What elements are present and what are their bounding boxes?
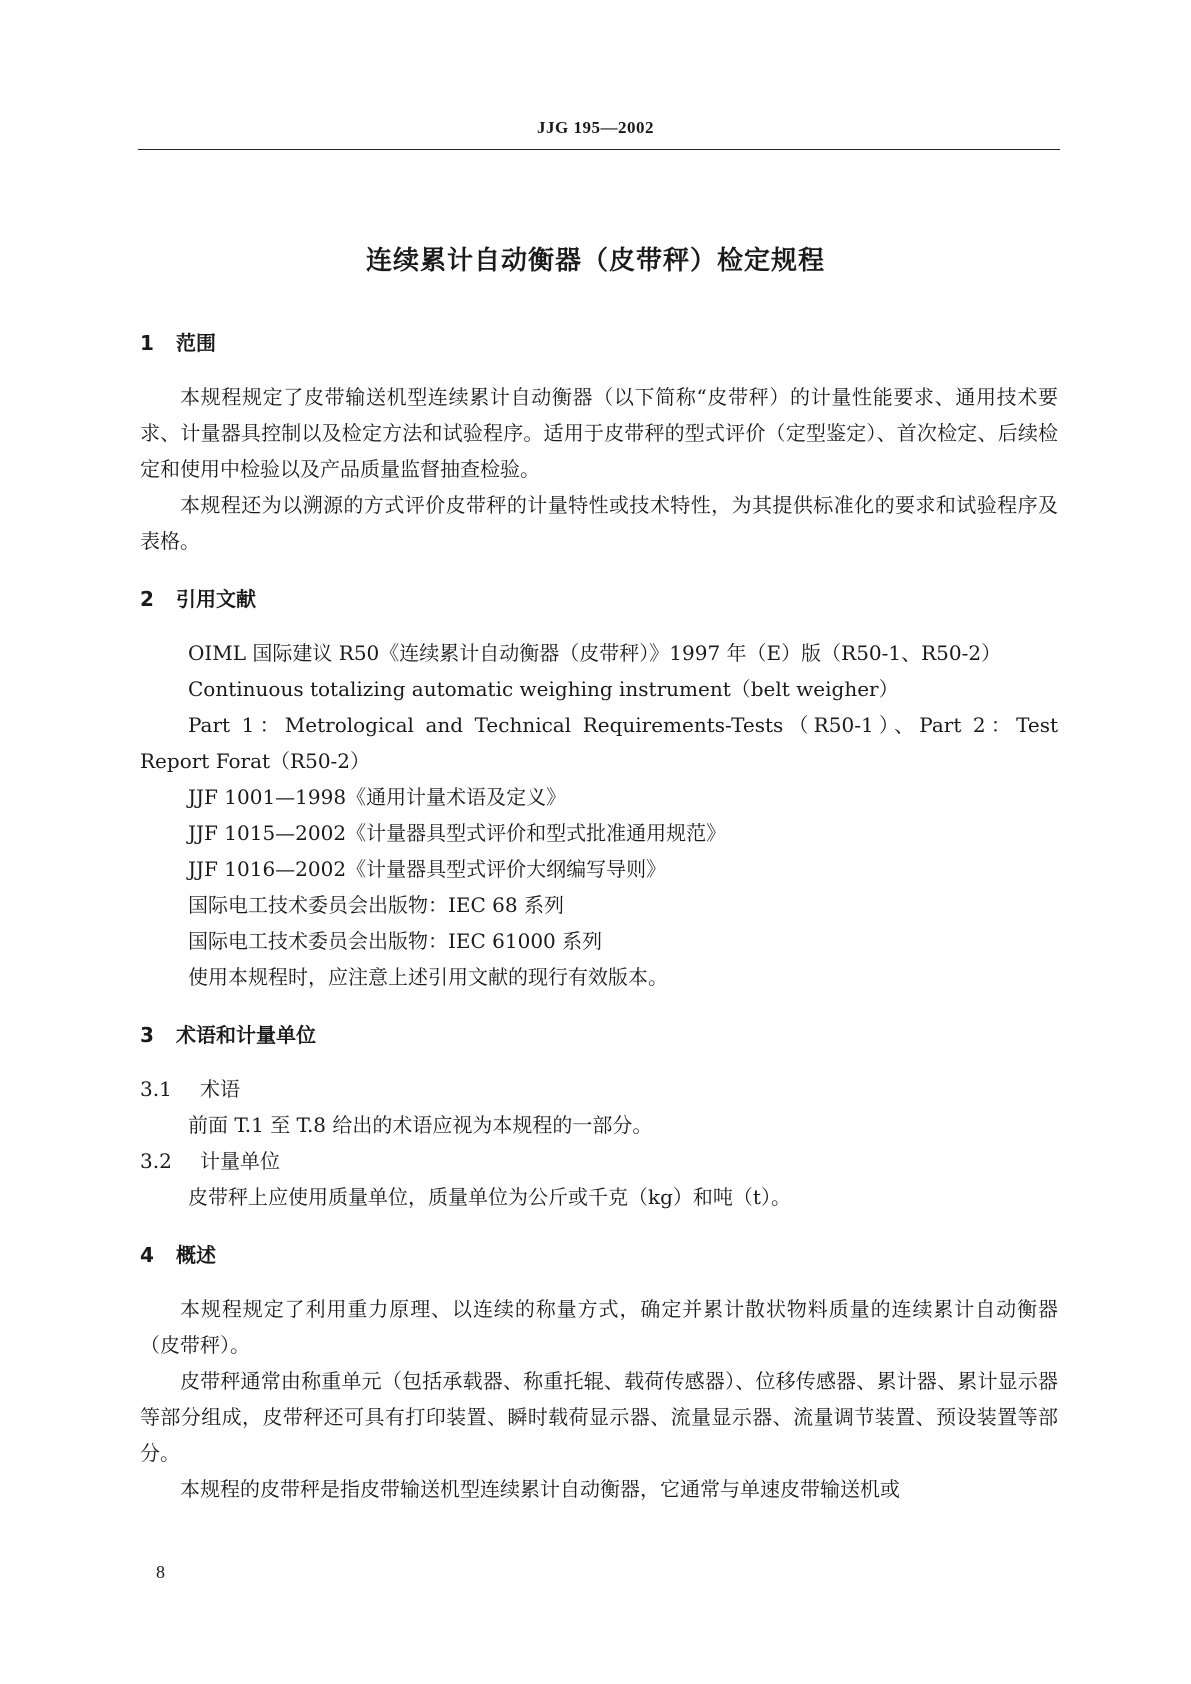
reference-item: 国际电工技术委员会出版物：IEC 68 系列	[188, 893, 564, 917]
section-heading-references	[140, 581, 1058, 617]
subsection-title: 术语	[200, 1077, 240, 1101]
subsection-heading-units	[140, 1143, 1058, 1179]
section-heading-overview	[140, 1237, 1058, 1273]
reference-item: Part 1：Metrological and Technical Requirements-Tests（R50-1）、Part 2：Test Report Forat（R50-2）	[140, 713, 1058, 773]
subsection-heading-terms	[140, 1071, 1058, 1107]
paragraph: 本规程规定了皮带输送机型连续累计自动衡器（以下简称“皮带秤）的计量性能要求、通用技术要求、计量器具控制以及检定方法和试验程序。适用于皮带秤的型式评价（定型鉴定）、首次检定、后续检定和使用中检验以及产品质量监督抽查检验。	[140, 385, 1058, 481]
section-title: 引用文献	[176, 587, 256, 611]
subsection-title: 计量单位	[200, 1149, 280, 1173]
section-heading-scope	[140, 325, 1058, 361]
page-number: 8	[156, 1562, 165, 1582]
reference-item: JJF 1001—1998《通用计量术语及定义》	[188, 785, 567, 809]
subsection-number: 3.1	[140, 1077, 172, 1101]
reference-item: OIML 国际建议 R50《连续累计自动衡器（皮带秤）》1997 年（E）版（R50-1、R50-2）	[188, 641, 1002, 665]
subsection-text: 皮带秤上应使用质量单位，质量单位为公斤或千克（kg）和吨（t）。	[188, 1185, 791, 1209]
paragraph: 本规程还为以溯源的方式评价皮带秤的计量特性或技术特性，为其提供标准化的要求和试验程序及表格。	[140, 493, 1058, 553]
document-title: 连续累计自动衡器（皮带秤）检定规程	[365, 246, 825, 276]
reference-item: JJF 1016—2002《计量器具型式评价大纲编写导则》	[188, 857, 667, 881]
section-number: 1	[140, 331, 154, 355]
section-number: 3	[140, 1023, 154, 1047]
document-body	[140, 325, 1058, 1507]
reference-note: 使用本规程时，应注意上述引用文献的现行有效版本。	[188, 965, 668, 989]
reference-item: 国际电工技术委员会出版物：IEC 61000 系列	[188, 929, 603, 953]
paragraph: 本规程的皮带秤是指皮带输送机型连续累计自动衡器，它通常与单速皮带输送机或	[180, 1477, 900, 1501]
subsection-number: 3.2	[140, 1149, 172, 1173]
section-title: 术语和计量单位	[176, 1023, 316, 1047]
section-number: 4	[140, 1243, 154, 1267]
reference-item: Continuous totalizing automatic weighing instrument（belt weigher）	[188, 677, 899, 701]
section-number: 2	[140, 587, 154, 611]
subsection-text: 前面 T.1 至 T.8 给出的术语应视为本规程的一部分。	[188, 1113, 653, 1137]
reference-item: JJF 1015—2002《计量器具型式评价和型式批准通用规范》	[188, 821, 727, 845]
section-heading-terms-units	[140, 1017, 1058, 1053]
paragraph: 本规程规定了利用重力原理、以连续的称量方式，确定并累计散状物料质量的连续累计自动衡器（皮带秤）。	[140, 1297, 1058, 1357]
section-title: 范围	[176, 331, 216, 355]
paragraph: 皮带秤通常由称重单元（包括承载器、称重托辊、载荷传感器）、位移传感器、累计器、累计显示器等部分组成，皮带秤还可具有打印装置、瞬时载荷显示器、流量显示器、流量调节装置、预设装置等部分。	[140, 1369, 1058, 1465]
section-title: 概述	[176, 1243, 216, 1267]
standard-code-header: JJG 195—2002	[537, 118, 654, 137]
header-divider	[138, 149, 1060, 150]
